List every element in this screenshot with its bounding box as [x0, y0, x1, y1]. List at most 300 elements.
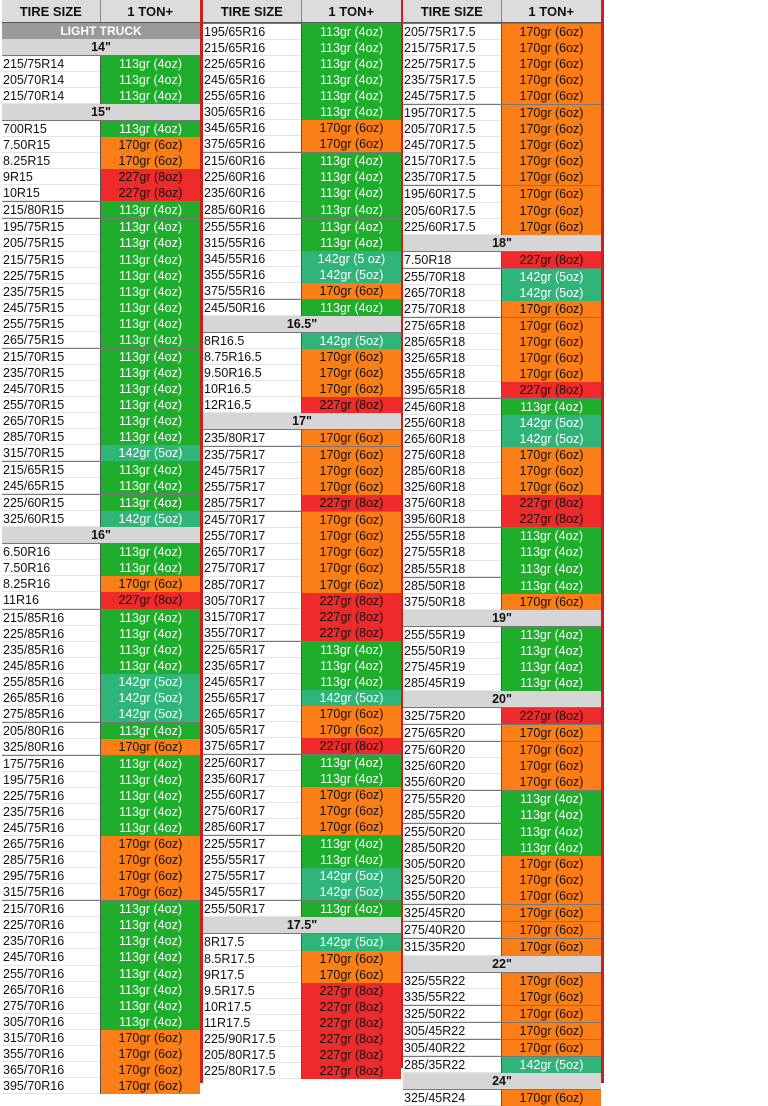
table-row — [203, 722, 401, 738]
weight-cell: 142gr (5oz) — [100, 674, 200, 690]
table-row — [203, 332, 401, 349]
table-row — [203, 152, 401, 169]
tire-size-cell: 305/70R16 — [2, 1014, 100, 1030]
table-row — [2, 284, 200, 300]
weight-cell: 113gr (4oz) — [501, 643, 601, 659]
table-row — [403, 707, 601, 724]
weight-cell: 170gr (6oz) — [501, 203, 601, 219]
tire-size-cell: 255/75R17 — [203, 479, 301, 495]
table-row — [2, 252, 200, 268]
table-row — [2, 137, 200, 153]
tire-size-cell: 395/60R18 — [403, 511, 501, 527]
weight-cell: 113gr (4oz) — [501, 544, 601, 560]
weight-cell: 142gr (5oz) — [100, 511, 200, 527]
tire-size-cell: 285/75R16 — [2, 852, 100, 868]
table-row — [203, 251, 401, 267]
tire-size-cell: 9.50R16.5 — [203, 365, 301, 381]
weight-cell: 227gr (8oz) — [301, 625, 401, 641]
weight-cell: 142gr (5oz) — [501, 1057, 601, 1073]
tire-size-cell: 235/70R15 — [2, 365, 100, 381]
table-row — [203, 967, 401, 983]
rim-size-section-header: 17" — [203, 413, 401, 429]
tire-size-cell: 205/60R17.5 — [403, 203, 501, 219]
tire-size-cell: 325/60R18 — [403, 479, 501, 495]
table-row — [403, 219, 601, 235]
tire-size-cell: 245/70R17.5 — [403, 137, 501, 153]
weight-cell: 113gr (4oz) — [100, 933, 200, 949]
weight-cell: 170gr (6oz) — [301, 560, 401, 576]
table-row — [203, 365, 401, 381]
weight-cell: 170gr (6oz) — [100, 576, 200, 592]
table-row — [2, 626, 200, 642]
tire-size-cell: 275/65R20 — [403, 725, 501, 741]
weight-cell: 113gr (4oz) — [301, 658, 401, 674]
weight-cell: 227gr (8oz) — [301, 1015, 401, 1031]
tire-size-cell: 255/55R17 — [203, 852, 301, 868]
tire-size-cell: 12R16.5 — [203, 397, 301, 413]
weight-cell: 142gr (5oz) — [301, 934, 401, 950]
table-row — [2, 1046, 200, 1062]
table-row — [403, 643, 601, 659]
tire-size-cell: 265/70R17 — [203, 544, 301, 560]
tire-size-cell: 235/60R17 — [203, 771, 301, 787]
weight-header: 1 TON+ — [328, 3, 375, 19]
tire-size-cell: 345/55R17 — [203, 884, 301, 900]
tire-size-cell: 355/70R17 — [203, 625, 301, 641]
table-row — [203, 169, 401, 185]
table-row — [203, 884, 401, 900]
weight-cell: 113gr (4oz) — [100, 478, 200, 494]
tire-size-cell: 225/80R17.5 — [203, 1063, 301, 1079]
tire-size-cell: 245/75R15 — [2, 300, 100, 316]
weight-cell: 170gr (6oz) — [501, 186, 601, 202]
table-row — [203, 771, 401, 787]
table-row — [403, 463, 601, 479]
table-row — [2, 169, 200, 185]
weight-cell: 170gr (6oz) — [501, 939, 601, 955]
table-row — [203, 933, 401, 950]
tire-size-cell: 275/60R17 — [203, 803, 301, 819]
tire-size-cell: 375/55R16 — [203, 283, 301, 299]
tire-size-cell: 325/55R22 — [403, 973, 501, 989]
tire-size-cell: 7.50R16 — [2, 560, 100, 576]
tire-size-cell: 8R17.5 — [203, 934, 301, 950]
tire-size-cell: 325/65R18 — [403, 350, 501, 366]
rim-size-section-header: 19" — [403, 610, 601, 626]
tire-size-cell: 245/75R17.5 — [403, 88, 501, 104]
weight-cell: 113gr (4oz) — [501, 561, 601, 577]
weight-cell: 227gr (8oz) — [501, 495, 601, 511]
tire-size-cell: 355/50R20 — [403, 888, 501, 904]
tire-size-cell: 700R15 — [2, 121, 100, 137]
weight-cell: 113gr (4oz) — [100, 332, 200, 348]
weight-cell: 170gr (6oz) — [301, 803, 401, 819]
weight-cell: 170gr (6oz) — [301, 951, 401, 967]
table-row — [203, 429, 401, 446]
table-row — [203, 983, 401, 999]
weight-cell: 113gr (4oz) — [100, 365, 200, 381]
weight-cell: 142gr (5oz) — [301, 690, 401, 706]
tire-size-cell: 255/75R15 — [2, 316, 100, 332]
tire-size-cell: 285/45R19 — [403, 675, 501, 691]
weight-cell: 170gr (6oz) — [301, 544, 401, 560]
weight-cell: 142gr (5oz) — [501, 269, 601, 285]
tire-size-cell: 285/70R17 — [203, 577, 301, 593]
weight-cell: 170gr (6oz) — [501, 105, 601, 121]
tire-size-cell: 195/70R17.5 — [403, 105, 501, 121]
tire-size-cell: 285/60R16 — [203, 202, 301, 218]
tire-size-cell: 305/45R22 — [403, 1023, 501, 1039]
tire-size-cell: 325/50R20 — [403, 872, 501, 888]
table-row — [2, 690, 200, 706]
weight-cell: 170gr (6oz) — [501, 922, 601, 938]
table-row — [403, 840, 601, 856]
tire-size-cell: 215/60R16 — [203, 153, 301, 169]
tire-size-cell: 11R17.5 — [203, 1015, 301, 1031]
table-row — [203, 1031, 401, 1047]
rim-size-section-header: 15" — [2, 104, 200, 120]
table-row — [203, 299, 401, 316]
table-row — [2, 609, 200, 626]
weight-cell: 170gr (6oz) — [501, 24, 601, 40]
tire-size-cell: 395/70R16 — [2, 1078, 100, 1094]
tire-size-cell: 275/55R20 — [403, 791, 501, 807]
tire-size-cell: 10R16.5 — [203, 381, 301, 397]
table-row — [2, 1062, 200, 1078]
table-header-row — [403, 0, 601, 23]
tire-size-cell: 215/65R16 — [203, 40, 301, 56]
tire-size-cell: 225/90R17.5 — [203, 1031, 301, 1047]
table-row — [203, 577, 401, 593]
tire-size-cell: 8.25R16 — [2, 576, 100, 592]
weight-cell: 170gr (6oz) — [301, 512, 401, 528]
weight-cell: 113gr (4oz) — [100, 772, 200, 788]
table-row — [203, 625, 401, 641]
weight-cell: 170gr (6oz) — [100, 884, 200, 900]
tire-size-cell: 245/70R17 — [203, 512, 301, 528]
tire-size-cell: 225/70R16 — [2, 917, 100, 933]
table-row — [2, 788, 200, 804]
weight-cell: 170gr (6oz) — [501, 594, 601, 610]
tire-size-cell: 255/50R20 — [403, 824, 501, 840]
table-row — [403, 724, 601, 741]
weight-cell: 227gr (8oz) — [100, 592, 200, 608]
tire-size-cell: 7.50R15 — [2, 137, 100, 153]
tire-size-cell: 9R17.5 — [203, 967, 301, 983]
weight-cell: 113gr (4oz) — [100, 462, 200, 478]
tire-size-cell: 265/60R18 — [403, 431, 501, 447]
weight-cell: 170gr (6oz) — [501, 219, 601, 235]
table-row — [403, 350, 601, 366]
table-row — [203, 593, 401, 609]
tire-size-cell: 365/70R16 — [2, 1062, 100, 1078]
tire-size-cell: 355/70R16 — [2, 1046, 100, 1062]
tire-size-cell: 255/65R16 — [203, 88, 301, 104]
table-row — [403, 774, 601, 790]
tire-size-cell: 255/50R17 — [203, 901, 301, 917]
tire-size-cell: 225/60R17.5 — [403, 219, 501, 235]
weight-cell: 113gr (4oz) — [501, 791, 601, 807]
weight-cell: 227gr (8oz) — [301, 593, 401, 609]
category-label: LIGHT TRUCK — [2, 23, 200, 39]
table-row — [403, 495, 601, 511]
tire-size-cell: 215/70R14 — [2, 88, 100, 104]
tire-table-column-3 — [403, 0, 604, 1105]
tire-size-cell: 195/75R16 — [2, 772, 100, 788]
table-row — [2, 642, 200, 658]
tire-size-cell: 315/75R16 — [2, 884, 100, 900]
tire-size-cell: 245/75R16 — [2, 820, 100, 836]
weight-cell: 113gr (4oz) — [100, 626, 200, 642]
tire-size-cell: 235/60R16 — [203, 185, 301, 201]
table-row — [2, 120, 200, 137]
table-row — [2, 949, 200, 965]
table-row — [2, 397, 200, 413]
weight-cell: 113gr (4oz) — [301, 24, 401, 40]
tire-size-cell: 305/65R16 — [203, 104, 301, 120]
weight-cell: 113gr (4oz) — [501, 807, 601, 823]
weight-header: 1 TON+ — [528, 3, 575, 19]
table-row — [203, 609, 401, 625]
tire-size-cell: 7.50R18 — [403, 252, 501, 268]
tire-table-column-2 — [203, 0, 404, 1078]
table-row — [403, 23, 601, 40]
table-row — [203, 528, 401, 544]
weight-cell: 170gr (6oz) — [501, 153, 601, 169]
tire-size-cell: 285/55R18 — [403, 561, 501, 577]
table-row — [403, 366, 601, 382]
weight-cell: 170gr (6oz) — [100, 153, 200, 169]
table-row — [203, 120, 401, 136]
table-row — [403, 577, 601, 594]
table-row — [403, 938, 601, 955]
tire-size-cell: 225/75R17.5 — [403, 56, 501, 72]
weight-cell: 113gr (4oz) — [501, 578, 601, 594]
weight-cell: 142gr (5oz) — [301, 884, 401, 900]
weight-cell: 170gr (6oz) — [301, 447, 401, 463]
weight-cell: 170gr (6oz) — [501, 169, 601, 185]
weight-cell: 227gr (8oz) — [301, 397, 401, 413]
table-row — [403, 447, 601, 463]
weight-cell: 113gr (4oz) — [100, 658, 200, 674]
table-row — [2, 268, 200, 284]
tire-size-cell: 355/60R20 — [403, 774, 501, 790]
table-row — [403, 56, 601, 72]
tire-size-cell: 10R15 — [2, 185, 100, 201]
weight-cell: 170gr (6oz) — [501, 1006, 601, 1022]
table-row — [2, 658, 200, 674]
weight-cell: 170gr (6oz) — [501, 1090, 601, 1106]
weight-cell: 113gr (4oz) — [301, 771, 401, 787]
table-row — [203, 738, 401, 754]
tire-size-cell: 10R17.5 — [203, 999, 301, 1015]
tire-size-cell: 255/70R17 — [203, 528, 301, 544]
table-row — [2, 982, 200, 998]
weight-cell: 170gr (6oz) — [501, 318, 601, 334]
table-row — [2, 543, 200, 560]
tire-size-cell: 225/60R15 — [2, 495, 100, 511]
table-row — [203, 23, 401, 40]
tire-size-cell: 255/70R18 — [403, 269, 501, 285]
weight-cell: 170gr (6oz) — [301, 430, 401, 446]
table-row — [203, 397, 401, 413]
table-row — [2, 820, 200, 836]
tire-size-cell: 315/70R17 — [203, 609, 301, 625]
weight-cell: 113gr (4oz) — [100, 723, 200, 739]
weight-cell: 142gr (5oz) — [100, 445, 200, 461]
table-row — [203, 511, 401, 528]
tire-size-cell: 195/60R17.5 — [403, 186, 501, 202]
weight-cell: 113gr (4oz) — [301, 300, 401, 316]
weight-cell: 113gr (4oz) — [301, 755, 401, 771]
weight-cell: 170gr (6oz) — [501, 905, 601, 921]
table-row — [2, 381, 200, 397]
weight-cell: 227gr (8oz) — [301, 999, 401, 1015]
weight-cell: 113gr (4oz) — [100, 349, 200, 365]
tire-size-cell: 11R16 — [2, 592, 100, 608]
table-row — [403, 921, 601, 938]
table-row — [403, 72, 601, 88]
table-row — [203, 999, 401, 1015]
table-row — [403, 153, 601, 169]
weight-cell: 113gr (4oz) — [100, 1014, 200, 1030]
weight-cell: 170gr (6oz) — [301, 479, 401, 495]
weight-cell: 142gr (5oz) — [501, 415, 601, 431]
table-row — [203, 495, 401, 511]
table-row — [403, 561, 601, 577]
tire-size-cell: 255/50R19 — [403, 643, 501, 659]
table-row — [403, 511, 601, 527]
tire-size-cell: 8.5R17.5 — [203, 951, 301, 967]
table-row — [203, 235, 401, 251]
table-row — [2, 413, 200, 429]
tire-size-cell: 235/75R16 — [2, 804, 100, 820]
tire-size-cell: 245/70R15 — [2, 381, 100, 397]
tire-size-cell: 205/80R16 — [2, 723, 100, 739]
tire-size-cell: 245/75R17 — [203, 463, 301, 479]
table-row — [403, 544, 601, 560]
weight-cell: 113gr (4oz) — [100, 413, 200, 429]
table-row — [2, 674, 200, 690]
weight-cell: 113gr (4oz) — [100, 429, 200, 445]
table-row — [203, 658, 401, 674]
weight-cell: 170gr (6oz) — [301, 722, 401, 738]
weight-cell: 227gr (8oz) — [501, 382, 601, 398]
tire-size-cell: 275/70R18 — [403, 301, 501, 317]
tire-size-cell: 265/75R16 — [2, 836, 100, 852]
weight-cell: 170gr (6oz) — [301, 577, 401, 593]
table-row — [203, 218, 401, 235]
table-row — [2, 836, 200, 852]
table-row — [403, 1005, 601, 1022]
tire-size-cell: 225/75R15 — [2, 268, 100, 284]
weight-cell: 113gr (4oz) — [100, 998, 200, 1014]
weight-cell: 113gr (4oz) — [100, 300, 200, 316]
table-row — [2, 88, 200, 104]
weight-cell: 170gr (6oz) — [301, 819, 401, 835]
table-row — [403, 1056, 601, 1073]
weight-cell: 113gr (4oz) — [301, 72, 401, 88]
tire-size-cell: 215/75R14 — [2, 56, 100, 72]
weight-cell: 113gr (4oz) — [100, 252, 200, 268]
weight-cell: 227gr (8oz) — [301, 1047, 401, 1063]
weight-cell: 113gr (4oz) — [501, 824, 601, 840]
tire-size-cell: 195/65R16 — [203, 24, 301, 40]
weight-cell: 113gr (4oz) — [100, 121, 200, 137]
tire-size-cell: 355/65R18 — [403, 366, 501, 382]
weight-cell: 170gr (6oz) — [501, 1040, 601, 1056]
table-row — [2, 1014, 200, 1030]
tire-size-header: TIRE SIZE — [203, 0, 302, 22]
weight-cell: 227gr (8oz) — [501, 252, 601, 268]
rim-size-section-header: 17.5" — [203, 917, 401, 933]
tire-size-cell: 255/85R16 — [2, 674, 100, 690]
weight-cell: 170gr (6oz) — [301, 463, 401, 479]
weight-cell: 113gr (4oz) — [301, 104, 401, 120]
weight-cell: 170gr (6oz) — [501, 56, 601, 72]
table-row — [2, 772, 200, 788]
table-row — [403, 872, 601, 888]
weight-cell: 113gr (4oz) — [301, 235, 401, 251]
tire-size-cell: 255/55R16 — [203, 219, 301, 235]
weight-cell: 170gr (6oz) — [301, 136, 401, 152]
weight-cell: 142gr (5oz) — [501, 285, 601, 301]
tire-size-cell: 315/55R16 — [203, 235, 301, 251]
tire-size-cell: 255/60R17 — [203, 787, 301, 803]
tire-size-cell: 225/65R17 — [203, 642, 301, 658]
tire-size-cell: 255/70R16 — [2, 966, 100, 982]
table-row — [403, 334, 601, 350]
table-row — [403, 121, 601, 137]
weight-cell: 113gr (4oz) — [100, 495, 200, 511]
table-row — [403, 626, 601, 643]
table-row — [403, 285, 601, 301]
tire-size-cell: 225/55R17 — [203, 836, 301, 852]
tire-size-cell: 215/70R17.5 — [403, 153, 501, 169]
table-row — [403, 251, 601, 268]
table-row — [403, 137, 601, 153]
tire-size-cell: 225/60R16 — [203, 169, 301, 185]
table-row — [203, 706, 401, 722]
tire-size-cell: 235/75R17.5 — [403, 72, 501, 88]
table-row — [2, 868, 200, 884]
weight-cell: 113gr (4oz) — [100, 610, 200, 626]
weight-cell: 113gr (4oz) — [100, 642, 200, 658]
tire-size-cell: 275/40R20 — [403, 922, 501, 938]
table-row — [2, 560, 200, 576]
weight-cell: 227gr (8oz) — [100, 169, 200, 185]
tire-size-cell: 235/75R17 — [203, 447, 301, 463]
weight-cell: 113gr (4oz) — [301, 185, 401, 201]
weight-cell: 170gr (6oz) — [100, 137, 200, 153]
table-row — [403, 1022, 601, 1039]
table-row — [2, 592, 200, 608]
tire-size-cell: 205/80R17.5 — [203, 1047, 301, 1063]
table-row — [2, 706, 200, 722]
weight-cell: 227gr (8oz) — [301, 738, 401, 754]
table-row — [2, 185, 200, 201]
weight-cell: 170gr (6oz) — [100, 1030, 200, 1046]
table-row — [203, 900, 401, 917]
table-row — [203, 349, 401, 365]
tire-size-cell: 375/60R18 — [403, 495, 501, 511]
weight-cell: 113gr (4oz) — [301, 219, 401, 235]
table-row — [203, 852, 401, 868]
weight-cell: 227gr (8oz) — [301, 495, 401, 511]
weight-cell: 113gr (4oz) — [501, 399, 601, 415]
table-row — [403, 741, 601, 758]
weight-cell: 170gr (6oz) — [301, 365, 401, 381]
